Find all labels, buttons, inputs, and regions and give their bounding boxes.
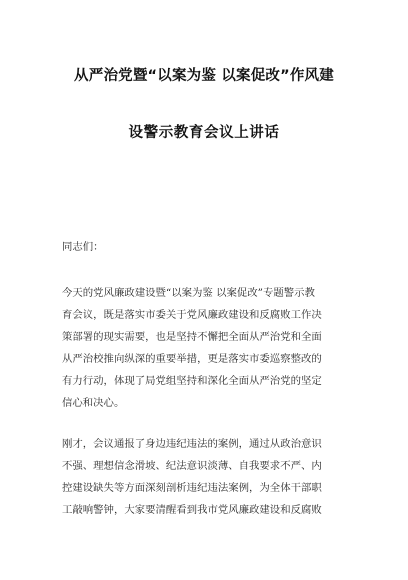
salutation: 同志们：	[62, 241, 104, 253]
paragraph-line: 有力行动，体现了局党组坚持和深化全面从严治党的坚定	[62, 375, 322, 387]
paragraph-1	[62, 282, 362, 414]
paragraph-line: 工敲响警钟，大家要清醒看到我市党风廉政建设和反腐败	[62, 504, 322, 516]
paragraph-line: 刚才，会议通报了身边违纪违法的案例，通过从政治意识	[62, 438, 322, 450]
paragraph-line: 今天的党风廉政建设暨“以案为鉴 以案促改”专题警示教	[62, 287, 315, 299]
paragraph-line: 不强、理想信念滑坡、纪法意识淡薄、自我要求不严、内	[62, 460, 322, 472]
paragraph-line: 信心和决心。	[62, 397, 125, 409]
paragraph-line: 策部署的现实需要，也是坚持不懈把全面从严治党和全面	[62, 331, 322, 343]
document-title-line-2: 设警示教育会议上讲话	[128, 125, 280, 141]
paragraph-2	[62, 433, 362, 521]
paragraph-line: 控建设缺失等方面深刻剖析违纪违法案例，为全体干部职	[62, 482, 322, 494]
paragraph-line: 育会议，既是落实市委关于党风廉政建设和反腐败工作决	[62, 309, 322, 321]
document-title-line-1: 从严治党暨“以案为鉴 以案促改”作风建	[74, 68, 334, 84]
paragraph-line: 从严治校推向纵深的重要举措，更是落实市委巡察整改的	[62, 353, 322, 365]
